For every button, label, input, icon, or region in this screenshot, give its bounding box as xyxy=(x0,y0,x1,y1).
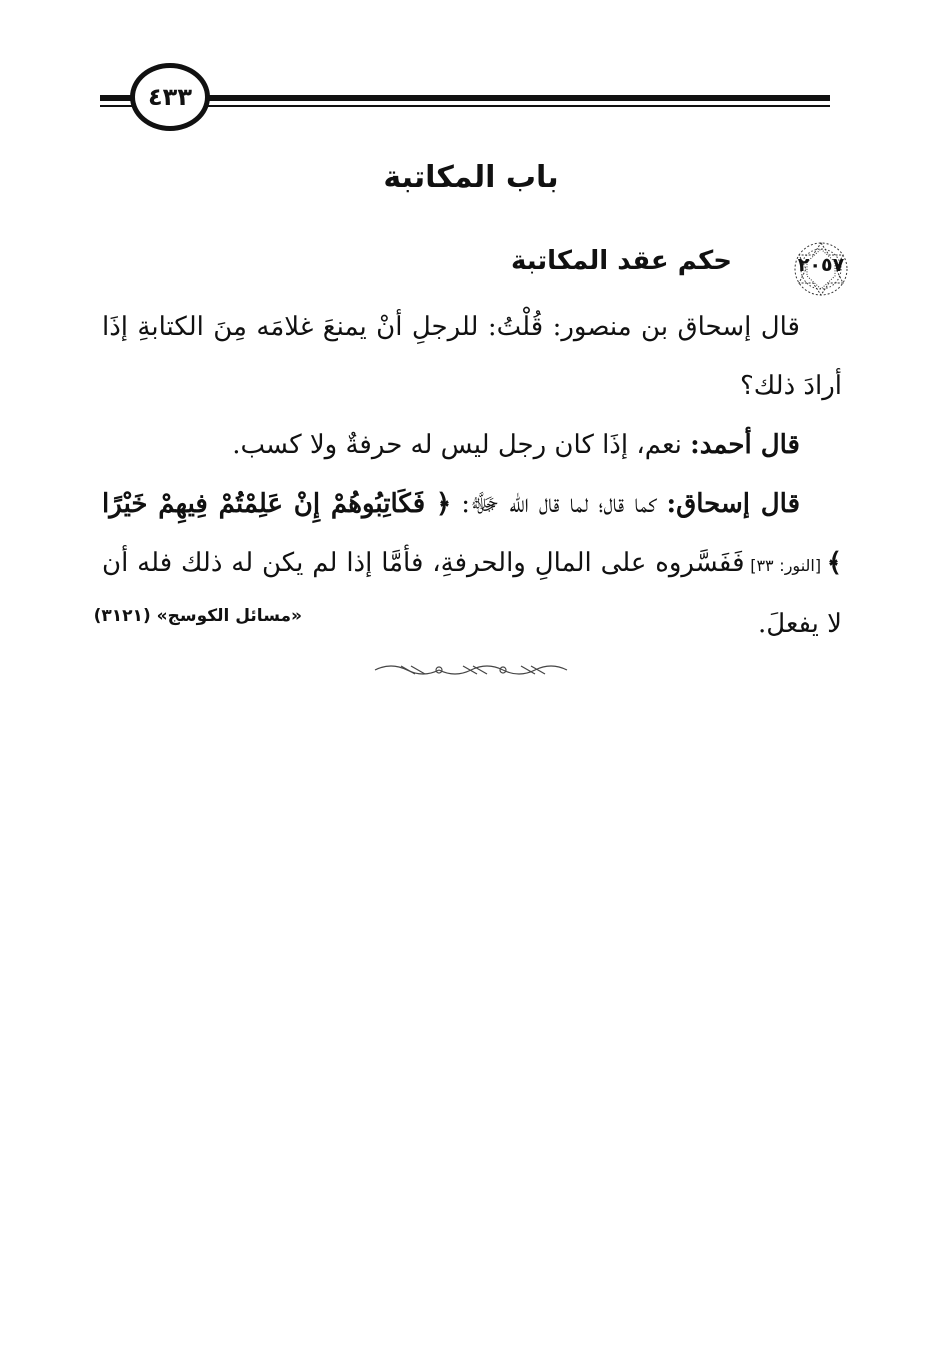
quran-verse: ﴿ فَكَاتِبُوهُمْ إِنْ عَلِمْتُمْ فِيهِمْ خَيْرًا ﴾ xyxy=(102,489,842,578)
entry-number: ٢٠٥٧ xyxy=(797,254,845,276)
verse-reference: [النور: ٣٣] xyxy=(744,556,827,575)
speaker-ishaq: قال إسحاق: xyxy=(666,489,801,519)
paragraph-ahmad xyxy=(102,416,842,475)
page-header xyxy=(100,62,830,142)
source-citation: «مسائل الكوسج» (٣١٢١) xyxy=(93,606,302,626)
page-number-badge xyxy=(130,63,210,131)
divider-ornament-icon xyxy=(371,660,571,680)
section-title: حكم عقد المكاتبة xyxy=(511,246,732,276)
header-rule-thin xyxy=(100,105,830,107)
ishaq-answer-end: فَفَسَّروه على المالِ والحرفةِ، فأمَّا إذا لم يكن له ذلك فله أن لا يفعلَ. xyxy=(102,548,842,639)
paragraph-question: قال إسحاق بن منصور: قُلْتُ: للرجلِ أنْ يمنعَ غلامَه مِنَ الكتابةِ إذَا أرادَ ذلك؟ xyxy=(102,312,842,401)
ahmad-answer: نعم، إذَا كان رجل ليس له حرفةٌ ولا كسب. xyxy=(232,430,691,460)
speaker-ahmad: قال أحمد: xyxy=(690,430,800,460)
paragraph-ishaq xyxy=(102,475,842,654)
ishaq-answer-start: كما قال؛ لما قال الله ﷻ: xyxy=(451,489,667,519)
chapter-title: باب المكاتبة xyxy=(383,160,559,195)
section-heading xyxy=(92,240,852,300)
section-divider xyxy=(0,660,942,684)
body-text xyxy=(102,298,842,654)
page-number: ٤٣٣ xyxy=(148,83,192,111)
